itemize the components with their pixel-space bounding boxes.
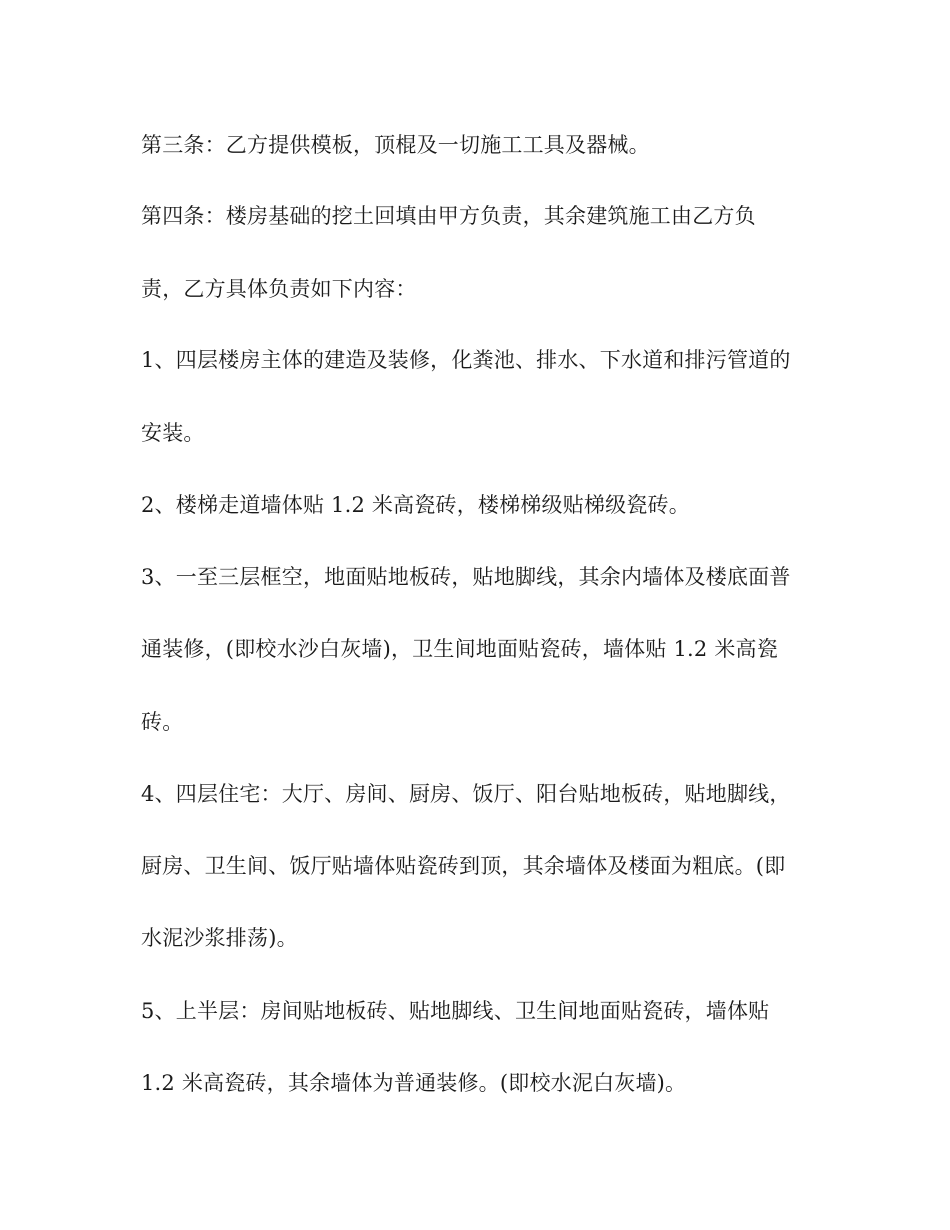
item-3-text-continued: 通装修，(即校水沙白灰墙)，卫生间地面贴瓷砖，墙体贴 1.2 米高瓷 bbox=[141, 637, 778, 661]
item-2-text: 2、楼梯走道墙体贴 1.2 米高瓷砖，楼梯梯级贴梯级瓷砖。 bbox=[141, 493, 690, 517]
item-5-text-continued: 1.2 米高瓷砖，其余墙体为普通装修。(即校水泥白灰墙)。 bbox=[141, 1071, 687, 1095]
clause-4-text: 第四条：楼房基础的挖土回填由甲方负责，其余建筑施工由乙方负 bbox=[141, 204, 756, 228]
item-4-text-continued: 厨房、卫生间、饭厅贴墙体贴瓷砖到顶，其余墙体及楼面为粗底。(即 bbox=[141, 854, 786, 878]
item-1-text: 1、四层楼房主体的建造及装修，化粪池、排水、下水道和排污管道的 bbox=[141, 348, 791, 372]
item-5-text: 5、上半层：房间贴地板砖、贴地脚线、卫生间地面贴瓷砖，墙体贴 bbox=[141, 999, 770, 1023]
item-1-text-continued: 安装。 bbox=[141, 421, 205, 445]
item-4-text: 4、四层住宅：大厅、房间、厨房、饭厅、阳台贴地板砖，贴地脚线， bbox=[141, 782, 791, 806]
clause-4-text-continued: 责，乙方具体负责如下内容： bbox=[141, 277, 417, 301]
clause-3-text: 第三条：乙方提供模板，顶棍及一切施工工具及器械。 bbox=[141, 133, 650, 157]
item-4-text-end: 水泥沙浆排荡)。 bbox=[141, 926, 298, 950]
item-3-text-end: 砖。 bbox=[141, 710, 184, 734]
item-3-text: 3、一至三层框空，地面贴地板砖，贴地脚线，其余内墙体及楼底面普 bbox=[141, 565, 791, 589]
